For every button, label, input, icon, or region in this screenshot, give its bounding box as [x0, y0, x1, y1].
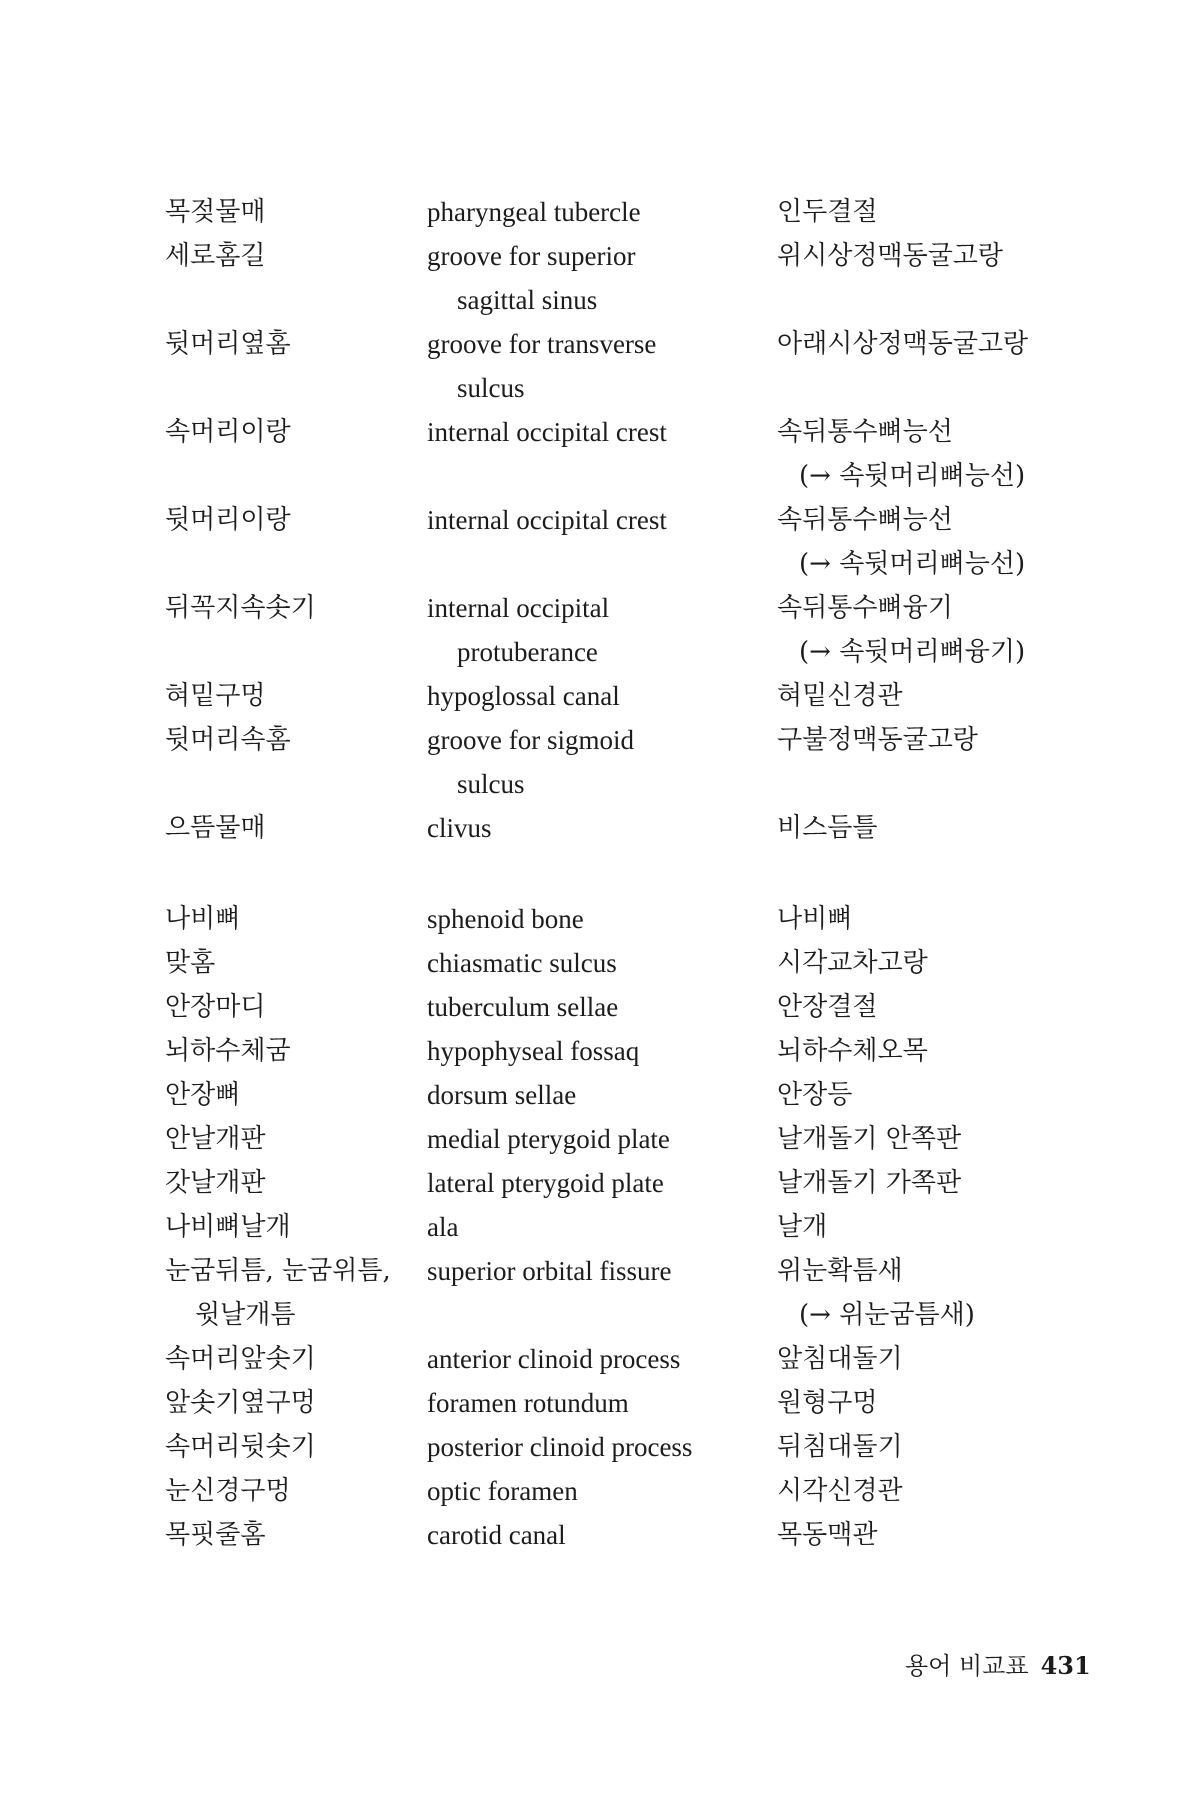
- alternate-term-cell: [777, 941, 1097, 985]
- alternate-term-cell: [777, 985, 1097, 1029]
- term-row: [165, 322, 1085, 410]
- korean-term-cell: [165, 1117, 425, 1161]
- korean-term-cell: [165, 1029, 425, 1073]
- korean-term-cell: [165, 897, 425, 941]
- alternate-term: (→ 속뒷머리뼈융기): [799, 637, 1026, 667]
- english-term: carotid canal: [427, 1520, 566, 1550]
- english-term: hypophyseal fossaq: [427, 1036, 640, 1066]
- english-term-cell: [427, 897, 777, 941]
- english-term-cell: [427, 190, 777, 234]
- english-term-cell: [427, 1249, 777, 1293]
- term-row: [165, 1205, 1085, 1249]
- korean-term: 윗날개틈: [195, 1300, 296, 1330]
- korean-term-cell: [165, 190, 425, 234]
- korean-term: 맞홈: [165, 948, 216, 978]
- korean-term: 혀밑구멍: [165, 681, 266, 711]
- alternate-term: 위시상정맥동굴고랑: [777, 241, 1004, 271]
- korean-term: 속머리앞솟기: [165, 1344, 316, 1374]
- english-term-cell: [427, 1425, 777, 1469]
- english-term: dorsum sellae: [427, 1080, 577, 1110]
- english-term-cell: [427, 1205, 777, 1249]
- korean-term-cell: [165, 586, 425, 630]
- korean-term-cell: [165, 1513, 425, 1557]
- english-term-cell: [427, 806, 777, 850]
- alternate-term: 뒤침대돌기: [777, 1432, 903, 1462]
- term-row: [165, 1337, 1085, 1381]
- english-term: internal occipital crest: [427, 505, 667, 535]
- term-row: [165, 1161, 1085, 1205]
- alternate-term: 나비뼈: [777, 904, 853, 934]
- alternate-term-cell: [777, 718, 1097, 762]
- korean-term-cell: [165, 1469, 425, 1513]
- english-term-cell: [427, 1029, 777, 1073]
- english-term-cell: [427, 1337, 777, 1381]
- english-term-cell: [427, 234, 777, 322]
- english-term: internal occipital: [427, 593, 610, 623]
- korean-term-cell: [165, 1205, 425, 1249]
- alternate-term-cell: [777, 1073, 1097, 1117]
- english-term-cell: [427, 1469, 777, 1513]
- korean-term-cell: [165, 1337, 425, 1381]
- korean-term-cell: [165, 410, 425, 454]
- alternate-term: 날개돌기 가쪽판: [777, 1168, 962, 1198]
- korean-term: 나비뼈날개: [165, 1212, 291, 1242]
- korean-term: 속머리뒷솟기: [165, 1432, 316, 1462]
- english-term-cell: [427, 322, 777, 410]
- english-term: internal occipital crest: [427, 417, 667, 447]
- english-term: medial pterygoid plate: [427, 1124, 670, 1154]
- alternate-term-cell: [777, 1161, 1097, 1205]
- korean-term: 안장뼈: [165, 1080, 241, 1110]
- alternate-term: 안장등: [777, 1080, 853, 1110]
- section-gap: [165, 850, 1085, 897]
- term-row: [165, 234, 1085, 322]
- alternate-term-cell: [777, 190, 1097, 234]
- english-term: superior orbital fissure: [427, 1256, 672, 1286]
- term-comparison-table: [165, 190, 1085, 1557]
- english-term: pharyngeal tubercle: [427, 197, 641, 227]
- korean-term-cell: [165, 322, 425, 366]
- korean-term: 목핏줄홈: [165, 1520, 266, 1550]
- english-term: ala: [427, 1212, 459, 1242]
- english-term-cell: [427, 674, 777, 718]
- korean-term-cell: [165, 985, 425, 1029]
- alternate-term-cell: [777, 322, 1097, 366]
- korean-term: 나비뼈: [165, 904, 241, 934]
- term-row: [165, 1513, 1085, 1557]
- english-term: sulcus: [457, 769, 525, 799]
- alternate-term: 원형구멍: [777, 1388, 878, 1418]
- alternate-term-cell: [777, 410, 1097, 498]
- english-term-cell: [427, 718, 777, 806]
- korean-term-cell: [165, 1425, 425, 1469]
- term-row: [165, 1029, 1085, 1073]
- alternate-term-cell: [777, 806, 1097, 850]
- english-term: sagittal sinus: [457, 285, 598, 315]
- english-term-cell: [427, 1513, 777, 1557]
- alternate-term-cell: [777, 1469, 1097, 1513]
- term-row: [165, 1381, 1085, 1425]
- english-term-cell: [427, 1073, 777, 1117]
- english-term: chiasmatic sulcus: [427, 948, 617, 978]
- alternate-term: 구불정맥동굴고랑: [777, 725, 978, 755]
- korean-term: 뒷머리속홈: [165, 725, 291, 755]
- korean-term: 눈신경구멍: [165, 1476, 291, 1506]
- english-term: hypoglossal canal: [427, 681, 620, 711]
- term-row: [165, 190, 1085, 234]
- english-term: groove for transverse: [427, 329, 657, 359]
- term-row: [165, 1117, 1085, 1161]
- english-term-cell: [427, 1161, 777, 1205]
- alternate-term: 시각교차고랑: [777, 948, 928, 978]
- page-footer: [905, 1646, 1091, 1681]
- page-number: 431: [1040, 1651, 1091, 1680]
- english-term: sulcus: [457, 373, 525, 403]
- english-term: groove for superior: [427, 241, 636, 271]
- korean-term-cell: [165, 941, 425, 985]
- english-term: tuberculum sellae: [427, 992, 619, 1022]
- alternate-term: 인두결절: [777, 197, 878, 227]
- alternate-term: 위눈확틈새: [777, 1256, 903, 1286]
- korean-term: 안장마디: [165, 992, 266, 1022]
- alternate-term: 날개: [777, 1212, 828, 1242]
- alternate-term: 아래시상정맥동굴고랑: [777, 329, 1029, 359]
- alternate-term-cell: [777, 1117, 1097, 1161]
- korean-term-cell: [165, 718, 425, 762]
- english-term-cell: [427, 410, 777, 454]
- english-term: posterior clinoid process: [427, 1432, 693, 1462]
- english-term: protuberance: [457, 637, 598, 667]
- term-row: [165, 985, 1085, 1029]
- korean-term: 뒤꼭지속솟기: [165, 593, 316, 623]
- korean-term: 으뜸물매: [165, 813, 266, 843]
- english-term: clivus: [427, 813, 492, 843]
- term-row: [165, 941, 1085, 985]
- korean-term-cell: [165, 1249, 425, 1337]
- korean-term: 뒷머리이랑: [165, 505, 291, 535]
- alternate-term: 앞침대돌기: [777, 1344, 903, 1374]
- term-row: [165, 718, 1085, 806]
- alternate-term: 혀밑신경관: [777, 681, 903, 711]
- alternate-term: 안장결절: [777, 992, 878, 1022]
- alternate-term-cell: [777, 498, 1097, 586]
- korean-term: 목젖물매: [165, 197, 266, 227]
- alternate-term: 목동맥관: [777, 1520, 878, 1550]
- english-term: optic foramen: [427, 1476, 578, 1506]
- alternate-term: (→ 속뒷머리뼈능선): [799, 549, 1026, 579]
- alternate-term: 속뒤통수뼈융기: [777, 593, 953, 623]
- english-term: groove for sigmoid: [427, 725, 634, 755]
- korean-term: 뒷머리옆홈: [165, 329, 291, 359]
- english-term: lateral pterygoid plate: [427, 1168, 664, 1198]
- alternate-term: 시각신경관: [777, 1476, 903, 1506]
- alternate-term-cell: [777, 1425, 1097, 1469]
- english-term: sphenoid bone: [427, 904, 584, 934]
- alternate-term-cell: [777, 897, 1097, 941]
- english-term: anterior clinoid process: [427, 1344, 681, 1374]
- korean-term-cell: [165, 806, 425, 850]
- alternate-term: 비스듬틀: [777, 813, 878, 843]
- alternate-term: 속뒤통수뼈능선: [777, 505, 953, 535]
- korean-term: 세로홈길: [165, 241, 266, 271]
- alternate-term: 날개돌기 안쪽판: [777, 1124, 962, 1154]
- korean-term: 안날개판: [165, 1124, 266, 1154]
- korean-term: 눈굼뒤틈, 눈굼위틈,: [165, 1256, 391, 1286]
- korean-term-cell: [165, 1381, 425, 1425]
- english-term-cell: [427, 941, 777, 985]
- english-term-cell: [427, 985, 777, 1029]
- alternate-term: 속뒤통수뼈능선: [777, 417, 953, 447]
- alternate-term: 뇌하수체오목: [777, 1036, 928, 1066]
- term-row: [165, 674, 1085, 718]
- alternate-term: (→ 위눈굼틈새): [799, 1300, 975, 1330]
- running-title: 용어 비교표: [905, 1652, 1029, 1680]
- korean-term: 갓날개판: [165, 1168, 266, 1198]
- alternate-term-cell: [777, 674, 1097, 718]
- korean-term: 뇌하수체굼: [165, 1036, 291, 1066]
- term-row: [165, 1469, 1085, 1513]
- korean-term: 속머리이랑: [165, 417, 291, 447]
- alternate-term-cell: [777, 234, 1097, 278]
- english-term-cell: [427, 1381, 777, 1425]
- term-row: [165, 410, 1085, 498]
- alternate-term-cell: [777, 1205, 1097, 1249]
- korean-term: 앞솟기옆구멍: [165, 1388, 316, 1418]
- korean-term-cell: [165, 498, 425, 542]
- korean-term-cell: [165, 674, 425, 718]
- alternate-term-cell: [777, 586, 1097, 674]
- english-term-cell: [427, 586, 777, 674]
- term-row: [165, 1073, 1085, 1117]
- term-row: [165, 1425, 1085, 1469]
- korean-term-cell: [165, 1073, 425, 1117]
- alternate-term-cell: [777, 1249, 1097, 1337]
- term-row: [165, 586, 1085, 674]
- alternate-term-cell: [777, 1337, 1097, 1381]
- english-term-cell: [427, 1117, 777, 1161]
- term-row: [165, 498, 1085, 586]
- term-row: [165, 897, 1085, 941]
- term-row: [165, 806, 1085, 850]
- korean-term-cell: [165, 1161, 425, 1205]
- term-row: [165, 1249, 1085, 1337]
- english-term: foramen rotundum: [427, 1388, 629, 1418]
- alternate-term-cell: [777, 1029, 1097, 1073]
- korean-term-cell: [165, 234, 425, 278]
- alternate-term-cell: [777, 1513, 1097, 1557]
- alternate-term: (→ 속뒷머리뼈능선): [799, 461, 1026, 491]
- english-term-cell: [427, 498, 777, 542]
- alternate-term-cell: [777, 1381, 1097, 1425]
